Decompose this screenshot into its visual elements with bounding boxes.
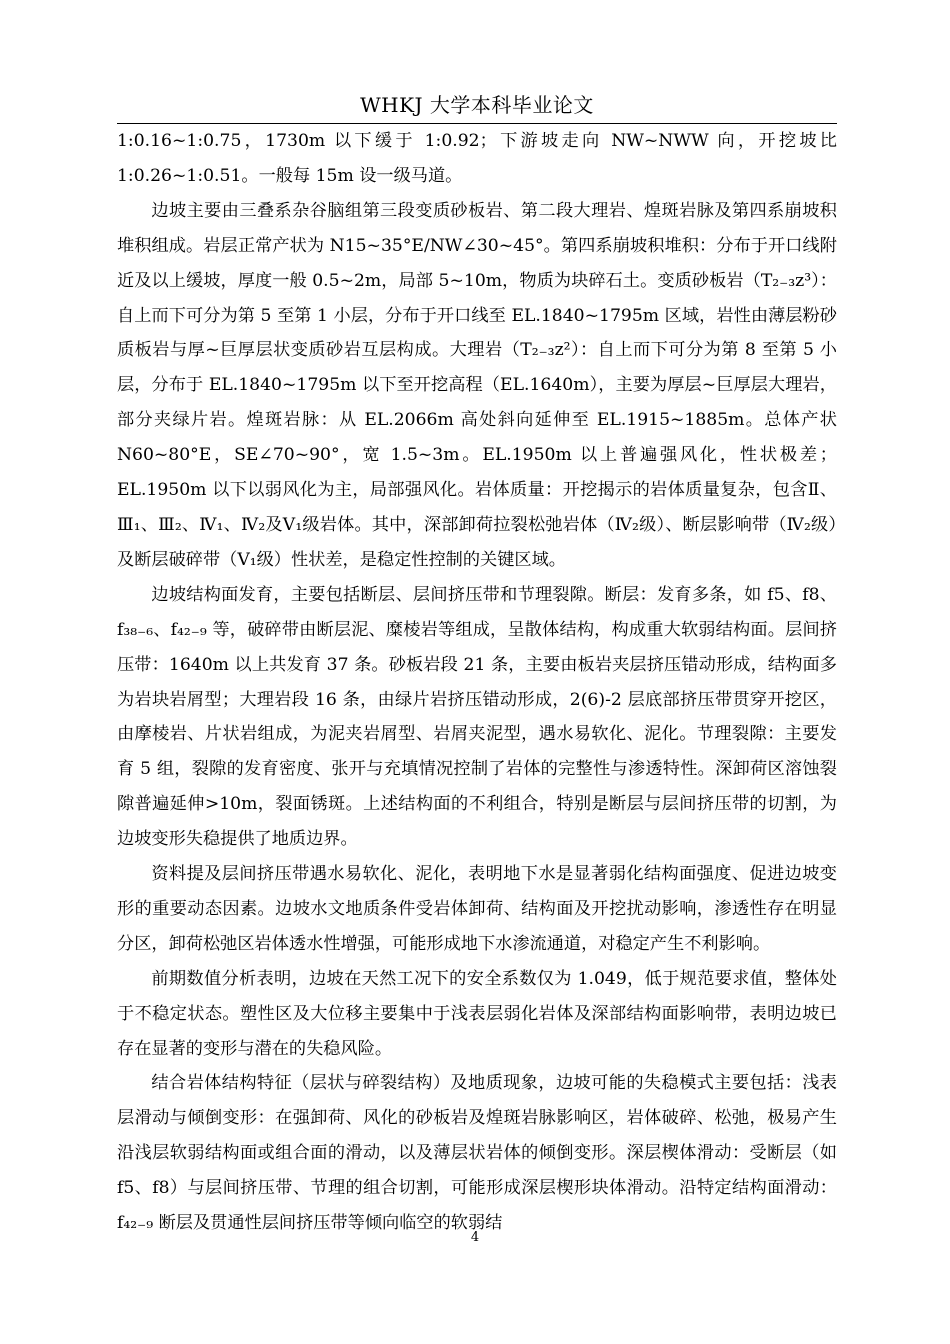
page-number: 4 [470, 1230, 480, 1245]
paragraph-structural-planes: 边坡结构面发育，主要包括断层、层间挤压带和节理裂隙。断层：发育多条，如 f5、f8、f₃₈₋₆、f₄₂₋₉ 等，破碎带由断层泥、糜棱岩等组成，呈散体结构，构成重大软弱结构面。层间挤压带：1640m 以上共发育 37 条。砂板岩段 21 条，主要由板岩夹层挤压错动形成，结构面多为岩块岩屑型；大理岩段 16 条，由绿片岩挤压错动形成，2(6)-2 层底部挤压带贯穿开挖区，由摩棱岩、片状岩组成，为泥夹岩屑型、岩屑夹泥型，遇水易软化、泥化。节理裂隙：主要发育 5 组，裂隙的发育密度、张开与充填情况控制了岩体的完整性与渗透特性。深卸荷区溶蚀裂隙普遍延伸>10m，裂面锈斑。上述结构面的不利组合，特别是断层与层间挤压带的切割，为边坡变形失稳提供了地质边界。 [117, 584, 837, 850]
body-text [117, 124, 837, 1241]
paragraph-failure-modes: 结合岩体结构特征（层状与碎裂结构）及地质现象，边坡可能的失稳模式主要包括：浅表层滑动与倾倒变形：在强卸荷、风化的砂板岩及煌斑岩脉影响区，岩体破碎、松弛，极易产生沿浅层软弱结构面或组合面的滑动，以及薄层状岩体的倾倒变形。深层楔体滑动：受断层（如 f5、f8）与层间挤压带、节理的组合切割，可能形成深层楔形块体滑动。沿特定结构面滑动：f₄₂₋₉ 断层及贯通性层间挤压带等倾向临空的软弱结 [117, 1073, 837, 1234]
paragraph-geology: 边坡主要由三叠系杂谷脑组第三段变质砂板岩、第二段大理岩、煌斑岩脉及第四系崩坡积堆积组成。岩层正常产状为 N15~35°E/NW∠30~45°。第四系崩坡积堆积：分布于开口线附近及以上缓坡，厚度一般 0.5~2m，局部 5~10m，物质为块碎石土。变质砂板岩（T₂₋₃z³）：自上而下可分为第 5 至第 1 小层，分布于开口线至 EL.1840~1795m 区域，岩性由薄层粉砂质板岩与厚~巨厚层状变质砂岩互层构成。大理岩（T₂₋₃z²）：自上而下可分为第 8 至第 5 小层，分布于 EL.1840~1795m 以下至开挖高程（EL.1640m），主要为厚层~巨厚层大理岩，部分夹绿片岩。煌斑岩脉：从 EL.2066m 高处斜向延伸至 EL.1915~1885m。总体产状 N60~80°E，SE∠70~90°，宽 1.5~3m。EL.1950m 以上普遍强风化，性状极差；EL.1950m 以下以弱风化为主，局部强风化。岩体质量：开挖揭示的岩体质量复杂，包含Ⅱ、Ⅲ₁、Ⅲ₂、Ⅳ₁、Ⅳ₂及Ⅴ₁级岩体。其中，深部卸荷拉裂松弛岩体（Ⅳ₂级）、断层影响带（Ⅳ₂级）及断层破碎带（Ⅴ₁级）性状差，是稳定性控制的关键区域。 [117, 200, 837, 570]
paragraph-numerical-analysis: 前期数值分析表明，边坡在天然工况下的安全系数仅为 1.049，低于规范要求值，整体处于不稳定状态。塑性区及大位移主要集中于浅表层弱化岩体及深部结构面影响带，表明边坡已存在显著的变形与潜在的失稳风险。 [117, 968, 837, 1059]
paragraph-groundwater: 资料提及层间挤压带遇水易软化、泥化，表明地下水是显著弱化结构面强度、促进边坡变形的重要动态因素。边坡水文地质条件受岩体卸荷、结构面及开挖扰动影响，渗透性存在明显分区，卸荷松弛区岩体透水性增强，可能形成地下水渗流通道，对稳定产生不利影响。 [117, 864, 837, 954]
paragraph-continued: 1:0.16~1:0.75，1730m 以下缓于 1:0.92；下游坡走向 NW~NWW 向，开挖坡比 1:0.26~1:0.51。一般每 15m 设一级马道。 [117, 131, 837, 186]
running-header: WHKJ 大学本科毕业论文 [360, 93, 594, 117]
